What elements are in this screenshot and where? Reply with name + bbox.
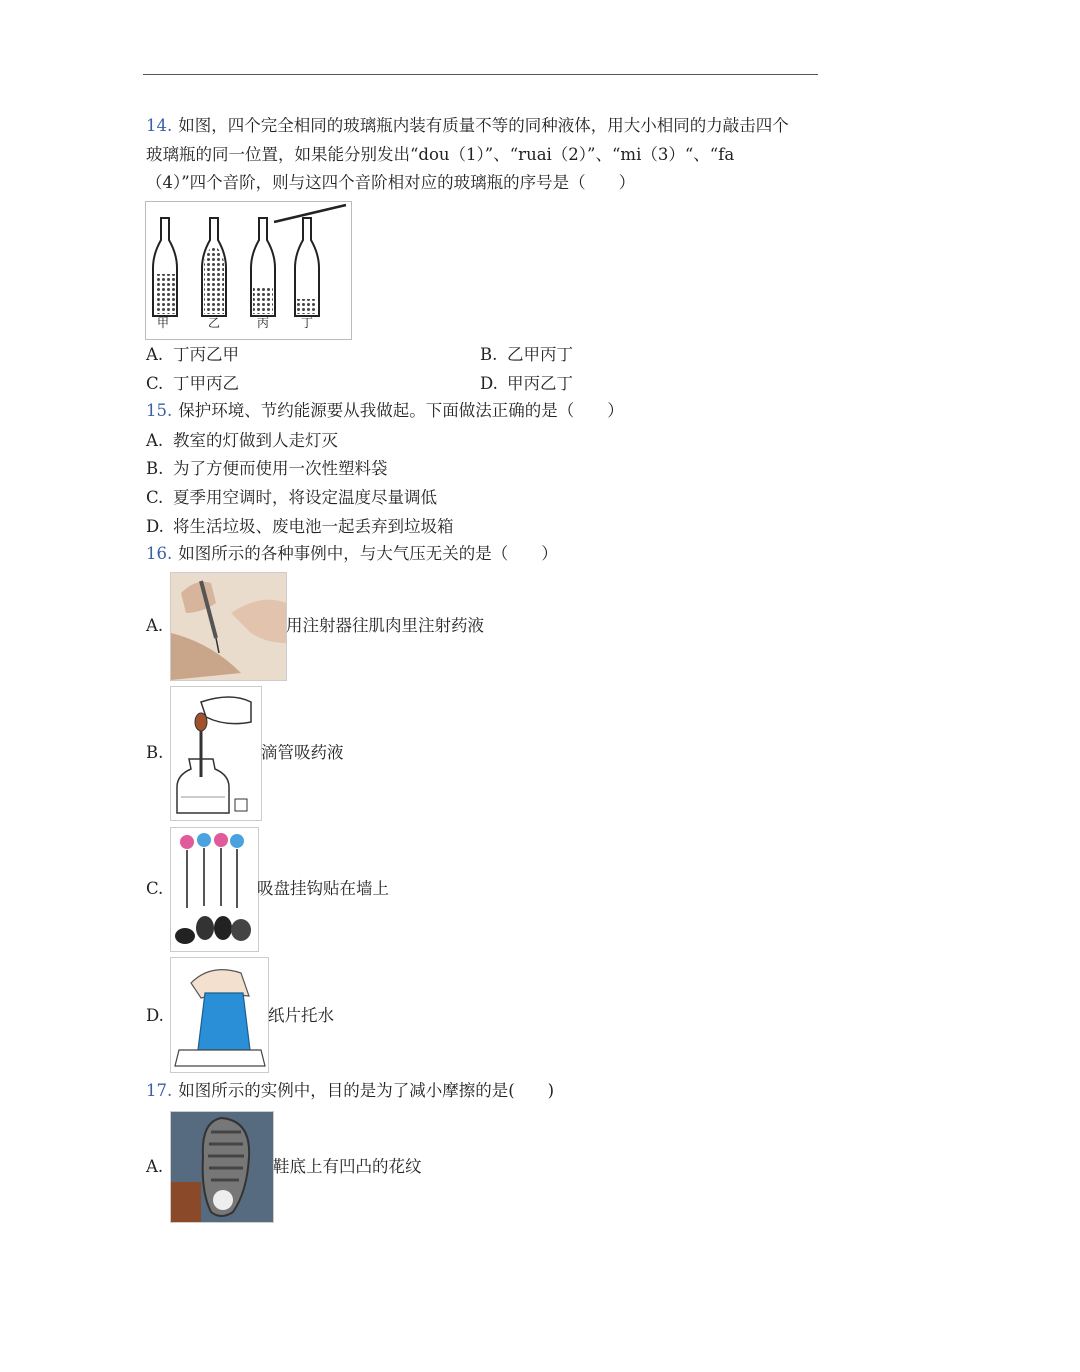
q16-option-d-text: 纸片托水 <box>268 1006 334 1025</box>
bottle-label-jia: 甲 <box>157 316 170 330</box>
q14-option-b: B. 乙甲丙丁 <box>480 345 573 364</box>
bottle-yi <box>202 218 226 316</box>
q16-option-d-letter: D. <box>146 1006 164 1025</box>
bottle-label-yi: 乙 <box>208 316 221 330</box>
paper-holds-water-image <box>170 957 269 1073</box>
bottle-bing <box>251 218 275 316</box>
q14-line1: 14. 如图，四个完全相同的玻璃瓶内装有质量不等的同种液体，用大小相同的力敲击四个 <box>146 116 789 135</box>
q17-stem: 17. 如图所示的实例中，目的是为了减小摩擦的是( ) <box>146 1081 555 1100</box>
q16-option-a-letter: A. <box>146 616 164 635</box>
q14-number: 14. <box>146 116 173 135</box>
q16-option-c-letter: C. <box>146 879 164 898</box>
q16-stem: 16. 如图所示的各种事例中，与大气压无关的是（ ） <box>146 544 558 563</box>
q15-option-b: B. 为了方便而使用一次性塑料袋 <box>146 459 388 478</box>
q14-option-c: C. 丁甲丙乙 <box>146 374 239 393</box>
q14-option-d: D. 甲丙乙丁 <box>480 374 573 393</box>
q15-stem: 15. 保护环境、节约能源要从我做起。下面做法正确的是（ ） <box>146 401 624 420</box>
q16-option-a-text: 用注射器往肌肉里注射药液 <box>286 616 484 635</box>
bottles-drawing <box>146 202 351 339</box>
q15-option-d: D. 将生活垃圾、废电池一起丢弃到垃圾箱 <box>146 517 454 536</box>
q14-bottles-figure <box>145 201 352 340</box>
header-rule <box>143 74 818 75</box>
q14-line2: 玻璃瓶的同一位置，如果能分别发出“dou（1）”、“ruai（2）”、“mi（3）“、“fa <box>146 145 735 164</box>
q16-option-c-text: 吸盘挂钩贴在墙上 <box>257 879 389 898</box>
q14-line3: （4）”四个音阶，则与这四个音阶相对应的玻璃瓶的序号是（ ） <box>146 173 636 192</box>
bottle-ding <box>295 218 319 316</box>
bottle-label-bing: 丙 <box>257 316 270 330</box>
q17-option-a-letter: A. <box>146 1157 164 1176</box>
q14-option-a: A. 丁丙乙甲 <box>146 345 239 364</box>
q15-number: 15. <box>146 401 173 420</box>
q16-number: 16. <box>146 544 173 563</box>
q17-option-a-text: 鞋底上有凹凸的花纹 <box>273 1157 422 1176</box>
q15-option-c: C. 夏季用空调时，将设定温度尽量调低 <box>146 488 437 507</box>
suction-hooks-image <box>170 827 259 952</box>
q16-option-b-text: 滴管吸药液 <box>261 743 344 762</box>
bottle-jia <box>153 218 177 316</box>
q17-number: 17. <box>146 1081 173 1100</box>
shoe-sole-image <box>170 1111 274 1223</box>
q16-option-b-letter: B. <box>146 743 164 762</box>
q15-option-a: A. 教室的灯做到人走灯灭 <box>146 431 338 450</box>
dropper-image <box>170 686 262 821</box>
bottle-label-ding: 丁 <box>301 316 314 330</box>
syringe-injection-image <box>170 572 287 681</box>
